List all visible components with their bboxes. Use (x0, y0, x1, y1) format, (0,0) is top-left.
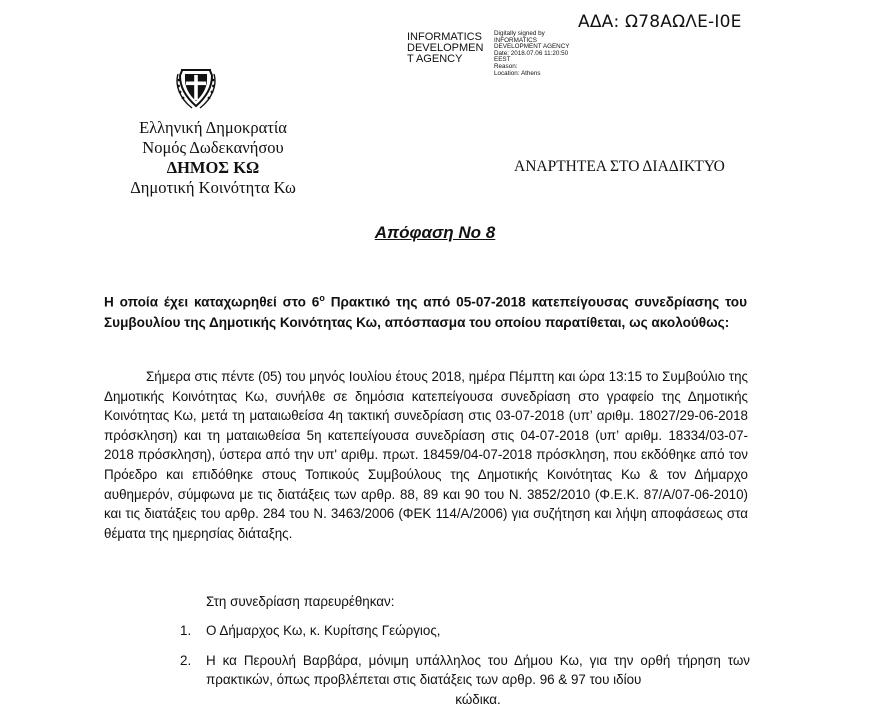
ada-code: ΑΔΑ: Ω78ΑΩΛΕ-Ι0Ε (578, 12, 742, 32)
signature-meta-line: Digitally signed by (494, 30, 545, 37)
signature-meta-line: Date: 2018.07.06 11:20:50 (494, 49, 569, 57)
intro-text-start: Η οποία έχει καταχωρηθεί στο 6 (104, 294, 320, 310)
signature-meta-line: INFORMATICS (494, 36, 537, 44)
digital-signature-org (407, 32, 483, 65)
signature-meta-line: DEVELOPMENT AGENCY (494, 43, 570, 51)
list-item-text: Ο Δήμαρχος Κω, κ. Κυρίτσης Γεώργιος, (206, 623, 441, 638)
attendees-label: Στη συνεδρίαση παρευρέθηκαν: (206, 594, 395, 609)
header-community: Δημοτική Κοινότητα Κω (130, 178, 296, 197)
list-item-number: 1. (180, 623, 192, 638)
signature-org-line: DEVELOPMEN (407, 42, 484, 54)
list-item-text: Η κα Περουλή Βαρβάρα, μόνιμη υπάλληλος του Δήμου Κω, για την ορθή τήρηση των πρακτικών, όπως προβλέπεται στις διατάξεις των αρθρ. 96 & 97 του ιδίου (206, 652, 750, 688)
body-paragraph: Σήμερα στις πέντε (05) του μηνός Ιουλίου έτους 2018, ημέρα Πέμπτη και ώρα 13:15 το Συμβούλιο της Δημοτικής Κοινότητας Κω, συνήλθε σε δημόσια κατεπείγουσα συνεδρίαση στο γραφείο της Δημοτικής Κοινότητας Κω, μετά τη ματαιωθείσα 4η τακτική συνεδρίαση στις 03-07-2018 (υπ’ αριθμ. 18027/29-06-2018 πρόσκληση) και τη ματαιωθείσα 5η κατεπείγουσα συνεδρίαση στις 04-07-2018 (υπ’ αριθμ. 18334/03-07-2018 πρόσκληση), ύστερα από την υπ' αριθμ. πρωτ. 18459/04-07-2018 πρόσκληση, που εκδόθηκε από τον Πρόεδρο και επιδόθηκε στους Τοπικούς Συμβούλους της Δημοτικής Κοινότητας Κω & τον Δήμαρχο αυθημερόν, σύμφωνα με τις διατάξεις των αρθρ. 88, 89 και 90 του Ν. 3852/2010 (Φ.Ε.Κ. 87/Α/07-06-2010) και τις διατάξεις του αρθρ. 284 του Ν. 3463/2006 (ΦΕΚ 114/Α/2006) για συζήτηση και λήψη αποφάσεως στα θέματα της ημερησίας διάταξης. (104, 369, 748, 541)
decision-title: Απόφαση Νο 8 (374, 223, 496, 242)
attendees-list (180, 621, 750, 707)
publish-online-label: ΑΝΑΡΤΗΤΕΑ ΣΤΟ ΔΙΑΔΙΚΤΥΟ (514, 158, 725, 175)
signature-meta-line: Reason: (494, 62, 518, 70)
intro-text-end: Πρακτικό της από 05-07-2018 κατεπείγουσας συνεδρίασης του Συμβουλίου της Δημοτικής Κοινότητας Κω, απόσπασμα του οποίου παρατίθεται, ως ακολούθως: (104, 294, 747, 331)
header-country: Ελληνική Δημοκρατία (139, 118, 287, 137)
header-prefecture: Νομός Δωδεκανήσου (142, 138, 284, 157)
list-item-text-end: κώδικα. (455, 691, 501, 707)
signature-meta-line: EEST (494, 56, 511, 64)
header-municipality: ΔΗΜΟΣ ΚΩ (166, 158, 260, 177)
list-item-number: 2. (180, 652, 192, 668)
greek-coat-of-arms-icon (176, 66, 216, 110)
signature-org-line: INFORMATICS (407, 31, 482, 43)
list-item (180, 651, 750, 707)
intro-superscript: ο (319, 293, 325, 303)
signature-org-line: T AGENCY (407, 53, 463, 65)
issuer-header (103, 118, 323, 198)
intro-paragraph (104, 288, 747, 334)
digital-signature-details (494, 31, 569, 77)
list-item (180, 621, 750, 641)
signature-meta-line: Location: Athens (494, 69, 541, 77)
